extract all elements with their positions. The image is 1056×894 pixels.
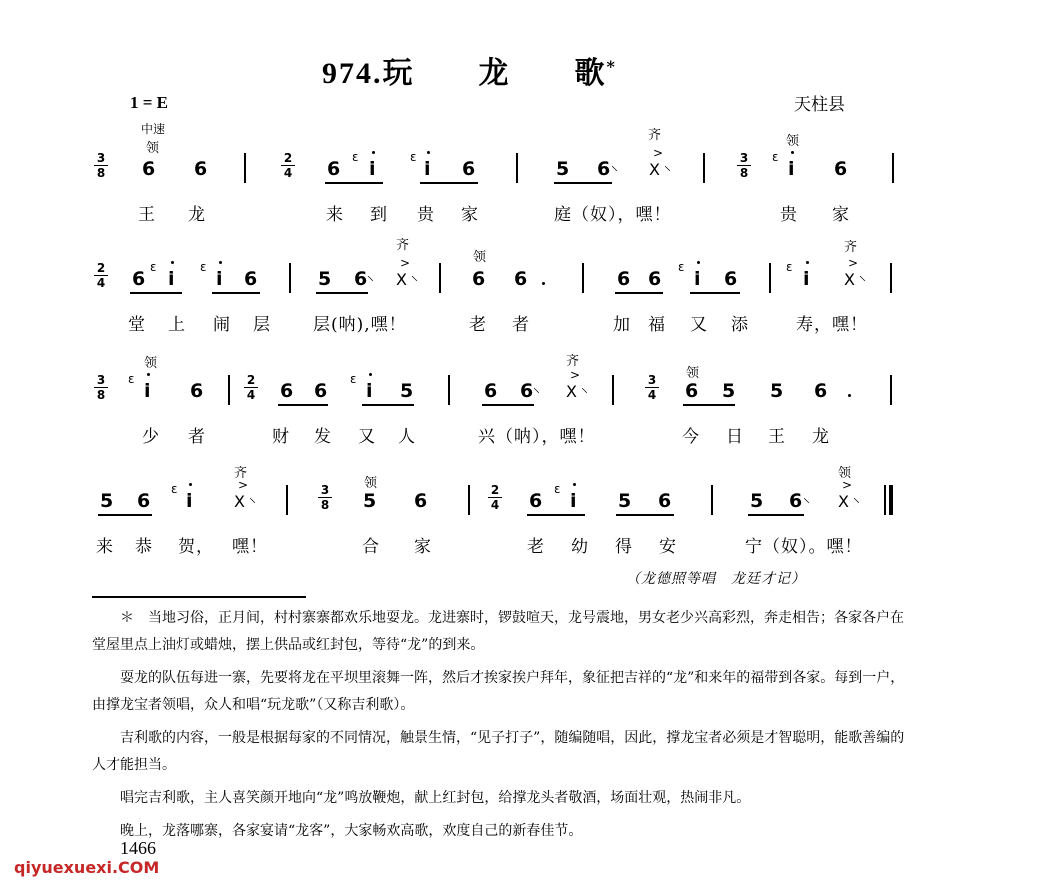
time-signature-2-4: 2 4 xyxy=(94,262,108,289)
bar-line xyxy=(890,263,892,293)
time-signature-3-8: 3 8 xyxy=(737,152,751,179)
lyric: 今 xyxy=(682,427,700,447)
beam xyxy=(615,292,663,294)
bar-line xyxy=(439,263,441,293)
note: 6 xyxy=(658,490,672,512)
beam xyxy=(98,514,152,516)
note: 6 xyxy=(280,380,294,402)
bar-line xyxy=(703,153,705,183)
breath-mark: ⸜ xyxy=(853,490,860,506)
note: 6 xyxy=(724,268,738,290)
note: 6 xyxy=(190,380,204,402)
beam xyxy=(420,182,478,184)
lyric: 贺， xyxy=(178,537,214,557)
lead-mark: 领 xyxy=(364,476,378,491)
note: 5 xyxy=(400,380,414,402)
grace-note: ɛ xyxy=(350,372,357,386)
note: 6 xyxy=(327,158,341,180)
song-title-text: 玩 龙 歌 xyxy=(382,56,607,91)
bar-line xyxy=(468,485,470,515)
time-signature-2-4: 2 4 xyxy=(244,374,258,401)
shout-x: X xyxy=(838,492,849,511)
lead-mark: 领 xyxy=(686,366,700,381)
note: 6 xyxy=(529,490,543,512)
time-signature-3-8: 3 8 xyxy=(94,152,108,179)
grace-note: ɛ xyxy=(128,372,135,386)
beam xyxy=(212,292,260,294)
together-mark: 齐 xyxy=(396,238,410,253)
note: 6 xyxy=(472,268,486,290)
note-high: i xyxy=(144,380,151,402)
grace-note: ɛ xyxy=(786,260,793,274)
beam xyxy=(683,404,735,406)
note-high: i xyxy=(788,158,795,180)
lead-mark: 领 xyxy=(786,134,800,149)
octave-dot xyxy=(147,373,150,376)
lyric: 老 xyxy=(527,537,545,557)
octave-dot xyxy=(573,483,576,486)
augmentation-dot xyxy=(848,394,851,397)
time-signature-3-4: 3 4 xyxy=(645,374,659,401)
beam xyxy=(362,404,414,406)
bar-line xyxy=(769,263,771,293)
note: 6 xyxy=(244,268,258,290)
breath-mark: ⸜ xyxy=(803,490,810,506)
accent-mark: > xyxy=(842,478,853,492)
octave-dot xyxy=(372,151,375,154)
tempo-mark: 中速 xyxy=(141,122,166,136)
breath-mark: ⸜ xyxy=(367,268,374,284)
lyric: 贵 xyxy=(780,205,798,225)
lyric: 财 xyxy=(272,427,290,447)
bar-line xyxy=(244,153,246,183)
note: 6 xyxy=(514,268,528,290)
note: 6 xyxy=(789,490,803,512)
note-high: i xyxy=(694,268,701,290)
note-high: i xyxy=(369,158,376,180)
beam xyxy=(748,514,804,516)
lyric: 者 xyxy=(188,427,206,447)
breath-mark: ⸜ xyxy=(533,380,540,396)
lyric: 上 xyxy=(168,315,186,335)
shout-x: X xyxy=(649,160,660,179)
bar-line xyxy=(286,485,288,515)
note: 6 xyxy=(597,158,611,180)
grace-note: ɛ xyxy=(554,482,561,496)
breath-mark: ⸜ xyxy=(411,268,418,284)
note: 6 xyxy=(648,268,662,290)
lyric: 幼 xyxy=(571,537,589,557)
beam xyxy=(690,292,740,294)
together-mark: 齐 xyxy=(234,466,248,481)
breath-mark: ⸜ xyxy=(581,380,588,396)
page-number: 1466 xyxy=(120,838,156,858)
song-number: 974. xyxy=(322,57,383,90)
note: 6 xyxy=(834,158,848,180)
final-bar-thick xyxy=(889,485,893,515)
note-high: i xyxy=(424,158,431,180)
grace-note: ɛ xyxy=(772,150,779,164)
accent-mark: > xyxy=(848,256,859,270)
beam xyxy=(278,404,328,406)
key-signature: 1 = E xyxy=(130,93,169,112)
lead-mark: 领 xyxy=(473,250,487,265)
breath-mark: ⸜ xyxy=(611,158,618,174)
watermark: qiyuexuexi.COM xyxy=(14,858,160,877)
lyric: 得 xyxy=(615,537,633,557)
lyric: 层 xyxy=(253,315,271,335)
octave-dot xyxy=(427,151,430,154)
octave-dot xyxy=(219,261,222,264)
lyric: 少 xyxy=(142,427,160,447)
lyric: 添 xyxy=(731,315,749,335)
octave-dot xyxy=(369,373,372,376)
note: 6 xyxy=(484,380,498,402)
time-signature-2-4: 2 4 xyxy=(488,484,502,511)
note: 5 xyxy=(100,490,114,512)
note: 6 xyxy=(520,380,534,402)
lyric: 龙 xyxy=(188,205,206,225)
octave-dot xyxy=(171,261,174,264)
lyric: 兴（呐），嘿！ xyxy=(478,427,596,447)
lead-mark: 领 xyxy=(838,466,852,481)
note: 5 xyxy=(556,158,570,180)
bar-line xyxy=(711,485,713,515)
lyric: 家 xyxy=(414,537,432,557)
shout-x: X xyxy=(234,492,245,511)
lyric: 人 xyxy=(398,427,416,447)
note: 5 xyxy=(750,490,764,512)
bar-line xyxy=(289,263,291,293)
lyric: 恭 xyxy=(135,537,153,557)
note: 5 xyxy=(318,268,332,290)
note: 6 xyxy=(617,268,631,290)
lyric: 老 xyxy=(469,315,487,335)
lyric: 到 xyxy=(370,205,388,225)
note-high: i xyxy=(186,490,193,512)
note: 5 xyxy=(363,490,377,512)
lyric: 又 xyxy=(690,315,708,335)
lyric: 闹 xyxy=(213,315,231,335)
note-high: i xyxy=(803,268,810,290)
lyric: 者 xyxy=(512,315,530,335)
lyric: 合 xyxy=(362,537,380,557)
footnote-paragraph: 吉利歌的内容，一般是根据每家的不同情况，触景生情，“见子打子”，随编随唱，因此，撑龙宝者必须是才智聪明，能歌善编的人才能担当。 xyxy=(92,730,905,773)
bar-line xyxy=(516,153,518,183)
lyric: 日 xyxy=(726,427,744,447)
lead-mark: 领 xyxy=(144,356,158,371)
accent-mark: > xyxy=(653,146,664,160)
note: 6 xyxy=(142,158,156,180)
footnote-separator xyxy=(92,596,306,598)
lyric: 安 xyxy=(659,537,677,557)
beam xyxy=(316,292,368,294)
lyric: 加 xyxy=(613,315,631,335)
together-mark: 齐 xyxy=(648,128,662,143)
lyric: 层(呐),嘿！ xyxy=(313,315,407,335)
credit-line: （龙德照等唱 龙廷才记） xyxy=(626,571,806,587)
time-signature-3-8: 3 8 xyxy=(318,484,332,511)
note-high: i xyxy=(570,490,577,512)
lyric: 庭（奴），嘿！ xyxy=(554,205,672,225)
octave-dot xyxy=(189,483,192,486)
footnotes xyxy=(92,605,908,845)
shout-x: X xyxy=(844,270,855,289)
note: 6 xyxy=(194,158,208,180)
time-signature-2-4: 2 4 xyxy=(281,152,295,179)
octave-dot xyxy=(806,261,809,264)
together-mark: 齐 xyxy=(844,240,858,255)
breath-mark: ⸜ xyxy=(249,490,256,506)
note: 5 xyxy=(618,490,632,512)
note: 5 xyxy=(722,380,736,402)
lyric: 王 xyxy=(138,205,156,225)
lyric: 家 xyxy=(461,205,479,225)
lyric: 贵 xyxy=(417,205,435,225)
note: 5 xyxy=(770,380,784,402)
beam xyxy=(325,182,383,184)
shout-x: X xyxy=(566,382,577,401)
lyric: 福 xyxy=(648,315,666,335)
note: 6 xyxy=(814,380,828,402)
lyric: 宁（奴）。嘿！ xyxy=(745,537,863,557)
footnote-paragraph: 晚上，龙落哪寨，各家宴请“龙客”，大家畅欢高歌，欢度自己的新春佳节。 xyxy=(120,823,583,839)
footnote-paragraph: 耍龙的队伍每进一寨，先要将龙在平坝里滚舞一阵，然后才挨家挨户拜年，象征把吉祥的“龙”和来年的福带到各家。每到一户，由撑龙宝者领唱，众人和唱“玩龙歌”（又称吉利歌）。 xyxy=(92,670,905,713)
footnote-paragraph: ＊ 当地习俗，正月间，村村寨寨都欢乐地耍龙。龙进寨时，锣鼓喧天，龙号震地，男女老少兴高彩烈，奔走相告；各家各户在堂屋里点上油灯或蜡烛，摆上供品或红封包，等待“龙”的到来。 xyxy=(92,610,904,653)
lyric: 发 xyxy=(314,427,332,447)
note: 6 xyxy=(314,380,328,402)
bar-line xyxy=(612,375,614,405)
shout-x: X xyxy=(396,270,407,289)
augmentation-dot xyxy=(542,282,545,285)
breath-mark: ⸜ xyxy=(664,158,671,174)
grace-note: ɛ xyxy=(200,260,207,274)
lyric: 堂 xyxy=(128,315,146,335)
beam xyxy=(130,292,182,294)
octave-dot xyxy=(791,151,794,154)
bar-line xyxy=(890,375,892,405)
note-high: i xyxy=(216,268,223,290)
bar-line xyxy=(582,263,584,293)
note-high: i xyxy=(168,268,175,290)
beam xyxy=(616,514,674,516)
lyric: 来 xyxy=(326,205,344,225)
note: 6 xyxy=(354,268,368,290)
lyric: 家 xyxy=(832,205,850,225)
footnote-paragraph: 唱完吉利歌，主人喜笑颜开地向“龙”鸣放鞭炮，献上红封包，给撑龙头者敬酒，场面壮观，热闹非凡。 xyxy=(120,790,751,806)
together-mark: 齐 xyxy=(566,354,580,369)
region-label: 天柱县 xyxy=(794,95,845,115)
lyric: 嘿！ xyxy=(232,537,268,557)
lead-mark: 领 xyxy=(146,141,160,156)
song-title xyxy=(322,48,617,92)
final-bar-thin xyxy=(884,485,886,515)
beam xyxy=(554,182,612,184)
lyric: 又 xyxy=(358,427,376,447)
accent-mark: > xyxy=(238,478,249,492)
octave-dot xyxy=(697,261,700,264)
lyric: 寿，嘿！ xyxy=(796,315,868,335)
beam xyxy=(482,404,534,406)
lyric: 龙 xyxy=(812,427,830,447)
note-high: i xyxy=(366,380,373,402)
accent-mark: > xyxy=(570,368,581,382)
lyric: 来 xyxy=(96,537,114,557)
note: 6 xyxy=(137,490,151,512)
note: 6 xyxy=(462,158,476,180)
grace-note: ɛ xyxy=(678,260,685,274)
footnote-asterisk: * xyxy=(606,57,617,76)
grace-note: ɛ xyxy=(352,150,359,164)
note: 6 xyxy=(132,268,146,290)
beam xyxy=(527,514,585,516)
bar-line xyxy=(448,375,450,405)
breath-mark: ⸜ xyxy=(859,268,866,284)
note: 6 xyxy=(685,380,699,402)
grace-note: ɛ xyxy=(150,260,157,274)
lyric: 王 xyxy=(768,427,786,447)
grace-note: ɛ xyxy=(171,482,178,496)
accent-mark: > xyxy=(400,256,411,270)
grace-note: ɛ xyxy=(410,150,417,164)
note: 6 xyxy=(414,490,428,512)
time-signature-3-8: 3 8 xyxy=(94,374,108,401)
bar-line xyxy=(892,153,894,183)
bar-line xyxy=(228,375,230,405)
